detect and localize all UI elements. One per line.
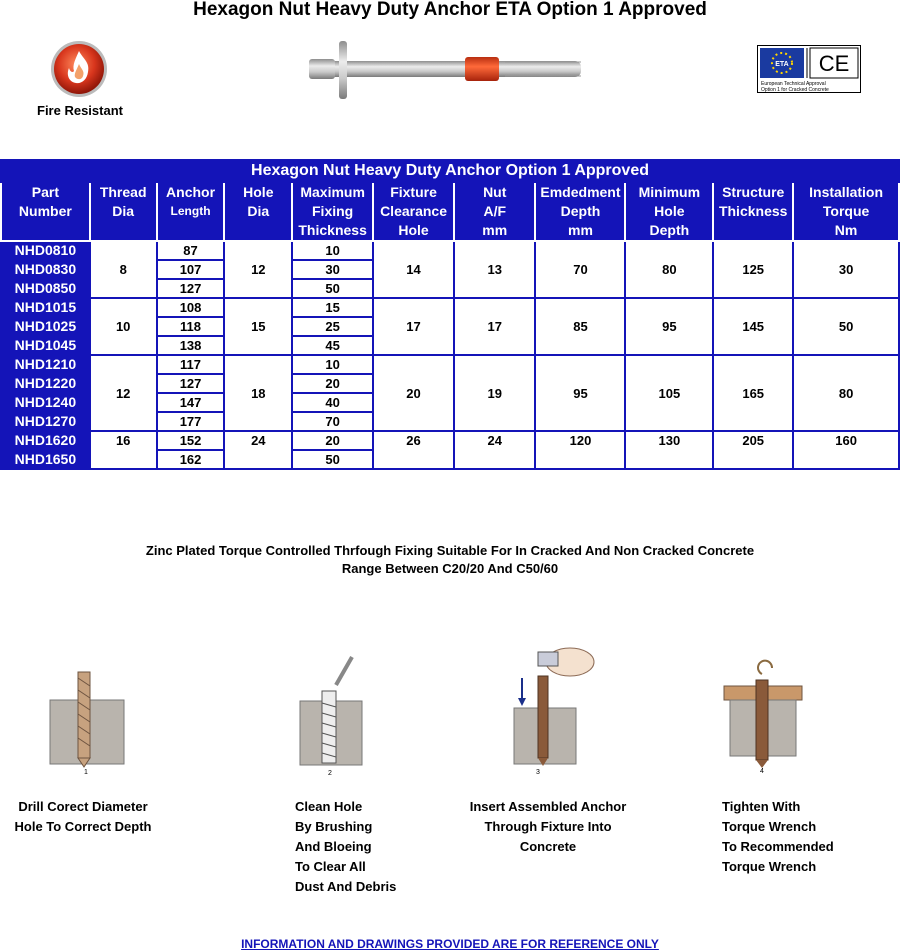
column-header-line: Depth (560, 203, 601, 219)
fixing-thickness-cell: 70 (292, 412, 373, 431)
step-1-text (8, 797, 158, 837)
fixing-thickness-cell: 30 (292, 260, 373, 279)
hole-dia-cell: 24 (224, 431, 292, 469)
part-number-cell: NHD1045 (1, 336, 90, 355)
min-hole-depth-cell: 95 (625, 298, 713, 355)
column-header (292, 182, 373, 241)
step-3-number: 3 (536, 769, 540, 776)
anchor-bolt-image (305, 35, 585, 107)
structure-thickness-cell: 205 (713, 431, 793, 469)
column-header-line: Part (31, 184, 59, 200)
step-4-number: 4 (760, 768, 764, 774)
anchor-length-cell: 87 (157, 241, 225, 260)
fixing-thickness-cell: 10 (292, 241, 373, 260)
column-header-line: Torque (822, 203, 870, 219)
part-number-cell: NHD0830 (1, 260, 90, 279)
part-number-cell: NHD0810 (1, 241, 90, 260)
column-header (1, 182, 90, 241)
column-header-line: Thread (99, 184, 147, 200)
column-header-line: Emdedment (540, 184, 621, 200)
part-number-cell: NHD1650 (1, 450, 90, 469)
step-2-text (295, 797, 435, 897)
column-header-line: Anchor (166, 184, 216, 200)
anchor-length-cell: 117 (157, 355, 225, 374)
column-header-line: Maximum (300, 184, 365, 200)
step-1-line: Drill Corect Diameter (18, 799, 148, 814)
column-header-line: Hole (243, 184, 274, 200)
step-4-line: Torque Wrench (722, 859, 817, 874)
nut-af-cell: 13 (454, 241, 536, 298)
anchor-length-cell: 108 (157, 298, 225, 317)
table-caption: Hexagon Nut Heavy Duty Anchor Option 1 Approved (1, 160, 899, 182)
anchor-length-cell: 118 (157, 317, 225, 336)
spec-table (0, 159, 900, 470)
nut-af-cell: 17 (454, 298, 536, 355)
column-header-line: Thickness (718, 203, 788, 219)
step-4-line: Torque Wrench (722, 819, 817, 834)
clearance-hole-cell: 17 (373, 298, 454, 355)
table-row (1, 298, 899, 317)
ce-mark: CE (818, 51, 850, 76)
step-3-line: Insert Assembled Anchor (469, 799, 627, 814)
anchor-length-cell: 127 (157, 374, 225, 393)
structure-thickness-cell: 145 (713, 298, 793, 355)
thread-dia-cell: 10 (90, 298, 157, 355)
part-number-cell: NHD1025 (1, 317, 90, 336)
min-hole-depth-cell: 105 (625, 355, 713, 431)
eta-caption-1: European Technical Approval (761, 81, 826, 87)
step-3-line: Through Fixture Into (484, 819, 612, 834)
thread-dia-cell: 16 (90, 431, 157, 469)
column-header-line: Structure (722, 184, 785, 200)
column-header (535, 182, 625, 241)
part-number-cell: NHD1220 (1, 374, 90, 393)
column-header-line: Installation (809, 184, 884, 200)
eta-ce-badge (757, 45, 861, 93)
hole-dia-cell: 15 (224, 298, 292, 355)
eta-caption-2: Option 1 for Cracked Concrete (761, 87, 829, 93)
part-number-cell: NHD1620 (1, 431, 90, 450)
table-row (1, 355, 899, 374)
embedment-depth-cell: 85 (535, 298, 625, 355)
step-1-line: Hole To Correct Depth (14, 819, 152, 834)
step-3-text (458, 797, 638, 857)
column-header-line: Nm (834, 222, 858, 238)
nut-af-cell: 19 (454, 355, 536, 431)
column-header (713, 182, 793, 241)
column-header (90, 182, 157, 241)
step-2-brush-drawing (296, 655, 366, 777)
part-number-cell: NHD1270 (1, 412, 90, 431)
column-header-line: Nut (483, 184, 507, 200)
step-3-line: Concrete (519, 839, 577, 854)
anchor-length-cell: 162 (157, 450, 225, 469)
column-header (224, 182, 292, 241)
install-torque-cell: 160 (793, 431, 899, 469)
column-header (157, 182, 225, 241)
step-4-tighten-drawing (722, 656, 808, 774)
step-4-text (722, 797, 882, 877)
column-header-line: Clearance (380, 203, 447, 219)
anchor-length-cell: 177 (157, 412, 225, 431)
column-header (373, 182, 454, 241)
structure-thickness-cell: 165 (713, 355, 793, 431)
column-header (793, 182, 899, 241)
step-2-number: 2 (328, 770, 332, 777)
nut-af-cell: 24 (454, 431, 536, 469)
step-3-insert-drawing (510, 640, 596, 776)
part-number-cell: NHD1240 (1, 393, 90, 412)
column-header (625, 182, 713, 241)
step-2-line: Dust And Debris (295, 879, 397, 894)
column-header-line: Fixing (312, 203, 354, 219)
table-row (1, 241, 899, 260)
step-2-line: And Bloeing (295, 839, 372, 854)
fixing-thickness-cell: 40 (292, 393, 373, 412)
part-number-cell: NHD1015 (1, 298, 90, 317)
eta-label: ETA (775, 61, 789, 68)
fixing-thickness-cell: 25 (292, 317, 373, 336)
install-torque-cell: 50 (793, 298, 899, 355)
column-header-line: Minimum (638, 184, 701, 200)
step-2-line: Clean Hole (295, 799, 363, 814)
fixing-thickness-cell: 50 (292, 450, 373, 469)
step-1-number: 1 (84, 769, 88, 776)
fire-resistant-label: Fire Resistant (37, 103, 123, 118)
embedment-depth-cell: 120 (535, 431, 625, 469)
column-header-line: Length (170, 204, 211, 218)
fixing-thickness-cell: 20 (292, 374, 373, 393)
embedment-depth-cell: 95 (535, 355, 625, 431)
anchor-length-cell: 127 (157, 279, 225, 298)
product-note (0, 542, 900, 578)
disclaimer: INFORMATION AND DRAWINGS PROVIDED ARE FOR REFERENCE ONLY (241, 937, 659, 951)
column-header-line: Dia (112, 203, 135, 219)
hole-dia-cell: 18 (224, 355, 292, 431)
fixing-thickness-cell: 50 (292, 279, 373, 298)
column-header (454, 182, 536, 241)
anchor-length-cell: 152 (157, 431, 225, 450)
column-header-line: mm (482, 222, 508, 238)
column-header-line: A/F (483, 203, 507, 219)
page-title: Hexagon Nut Heavy Duty Anchor ETA Option 1 Approved (193, 0, 707, 20)
anchor-length-cell: 107 (157, 260, 225, 279)
fixing-thickness-cell: 45 (292, 336, 373, 355)
column-header-line: Hole (398, 222, 429, 238)
clearance-hole-cell: 26 (373, 431, 454, 469)
fixing-thickness-cell: 15 (292, 298, 373, 317)
step-1-drill-drawing (48, 670, 128, 776)
install-torque-cell: 80 (793, 355, 899, 431)
step-2-line: By Brushing (295, 819, 373, 834)
part-number-cell: NHD1210 (1, 355, 90, 374)
install-torque-cell: 30 (793, 241, 899, 298)
step-4-line: Tighten With (722, 799, 801, 814)
structure-thickness-cell: 125 (713, 241, 793, 298)
fire-resistant-icon (50, 40, 108, 98)
step-2-line: To Clear All (295, 859, 366, 874)
thread-dia-cell: 12 (90, 355, 157, 431)
embedment-depth-cell: 70 (535, 241, 625, 298)
column-header-line: mm (568, 222, 593, 238)
fixing-thickness-cell: 20 (292, 431, 373, 450)
table-row (1, 431, 899, 450)
anchor-length-cell: 138 (157, 336, 225, 355)
part-number-cell: NHD0850 (1, 279, 90, 298)
column-header-line: Thickness (298, 222, 367, 238)
clearance-hole-cell: 14 (373, 241, 454, 298)
anchor-length-cell: 147 (157, 393, 225, 412)
column-header-line: Dia (247, 203, 270, 219)
clearance-hole-cell: 20 (373, 355, 454, 431)
min-hole-depth-cell: 130 (625, 431, 713, 469)
column-header-line: Depth (649, 222, 690, 238)
step-4-line: To Recommended (722, 839, 834, 854)
thread-dia-cell: 8 (90, 241, 157, 298)
min-hole-depth-cell: 80 (625, 241, 713, 298)
note-line-2: Range Between C20/20 And C50/60 (341, 561, 559, 576)
column-header-line: Fixture (390, 184, 437, 200)
note-line-1: Zinc Plated Torque Controlled Thrfough Fixing Suitable For In Cracked And Non Cracked Concrete (145, 543, 755, 558)
column-header-line: Hole (654, 203, 685, 219)
hole-dia-cell: 12 (224, 241, 292, 298)
column-header-line: Number (18, 203, 72, 219)
table-header-row (1, 182, 899, 241)
fixing-thickness-cell: 10 (292, 355, 373, 374)
